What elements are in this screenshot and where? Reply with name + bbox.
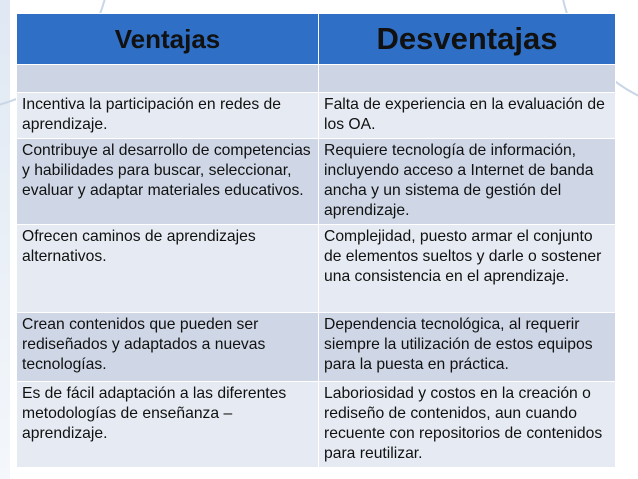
spacer-cell-left [17, 65, 319, 93]
ventaja-cell: Es de fácil adaptación a las diferentes metodologías de enseñanza – aprendizaje. [17, 382, 319, 468]
desventaja-cell: Laboriosidad y costos en la creación o rediseño de contenidos, aun cuando recuente con repositorios de contenidos para reutilizar. [319, 382, 616, 468]
table-row [17, 93, 616, 139]
ventaja-cell: Contribuye al desarrollo de competencias y habilidades para buscar, seleccionar, evaluar y adaptar materiales educativos. [17, 139, 319, 225]
header-desventajas: Desventajas [319, 14, 616, 65]
ventajas-desventajas-table [16, 13, 616, 468]
table-header-row [17, 14, 616, 65]
table-row [17, 313, 616, 382]
ventaja-cell: Incentiva la participación en redes de aprendizaje. [17, 93, 319, 139]
desventaja-cell: Requiere tecnología de información, incluyendo acceso a Internet de banda ancha y un sistema de gestión del aprendizaje. [319, 139, 616, 225]
desventaja-cell: Dependencia tecnológica, al requerir siempre la utilización de estos equipos para la puesta en práctica. [319, 313, 616, 382]
header-ventajas: Ventajas [17, 14, 319, 65]
desventaja-cell: Falta de experiencia en la evaluación de los OA. [319, 93, 616, 139]
spacer-cell-right [319, 65, 616, 93]
desventaja-cell: Complejidad, puesto armar el conjunto de elementos sueltos y darle o sostener una consistencia en el aprendizaje. [319, 225, 616, 313]
ventaja-cell: Ofrecen caminos de aprendizajes alternativos. [17, 225, 319, 313]
table-row [17, 382, 616, 468]
table-row [17, 139, 616, 225]
header-spacer-band [17, 65, 616, 93]
table-row [17, 225, 616, 313]
ventaja-cell: Crean contenidos que pueden ser rediseñados y adaptados a nuevas tecnologías. [17, 313, 319, 382]
